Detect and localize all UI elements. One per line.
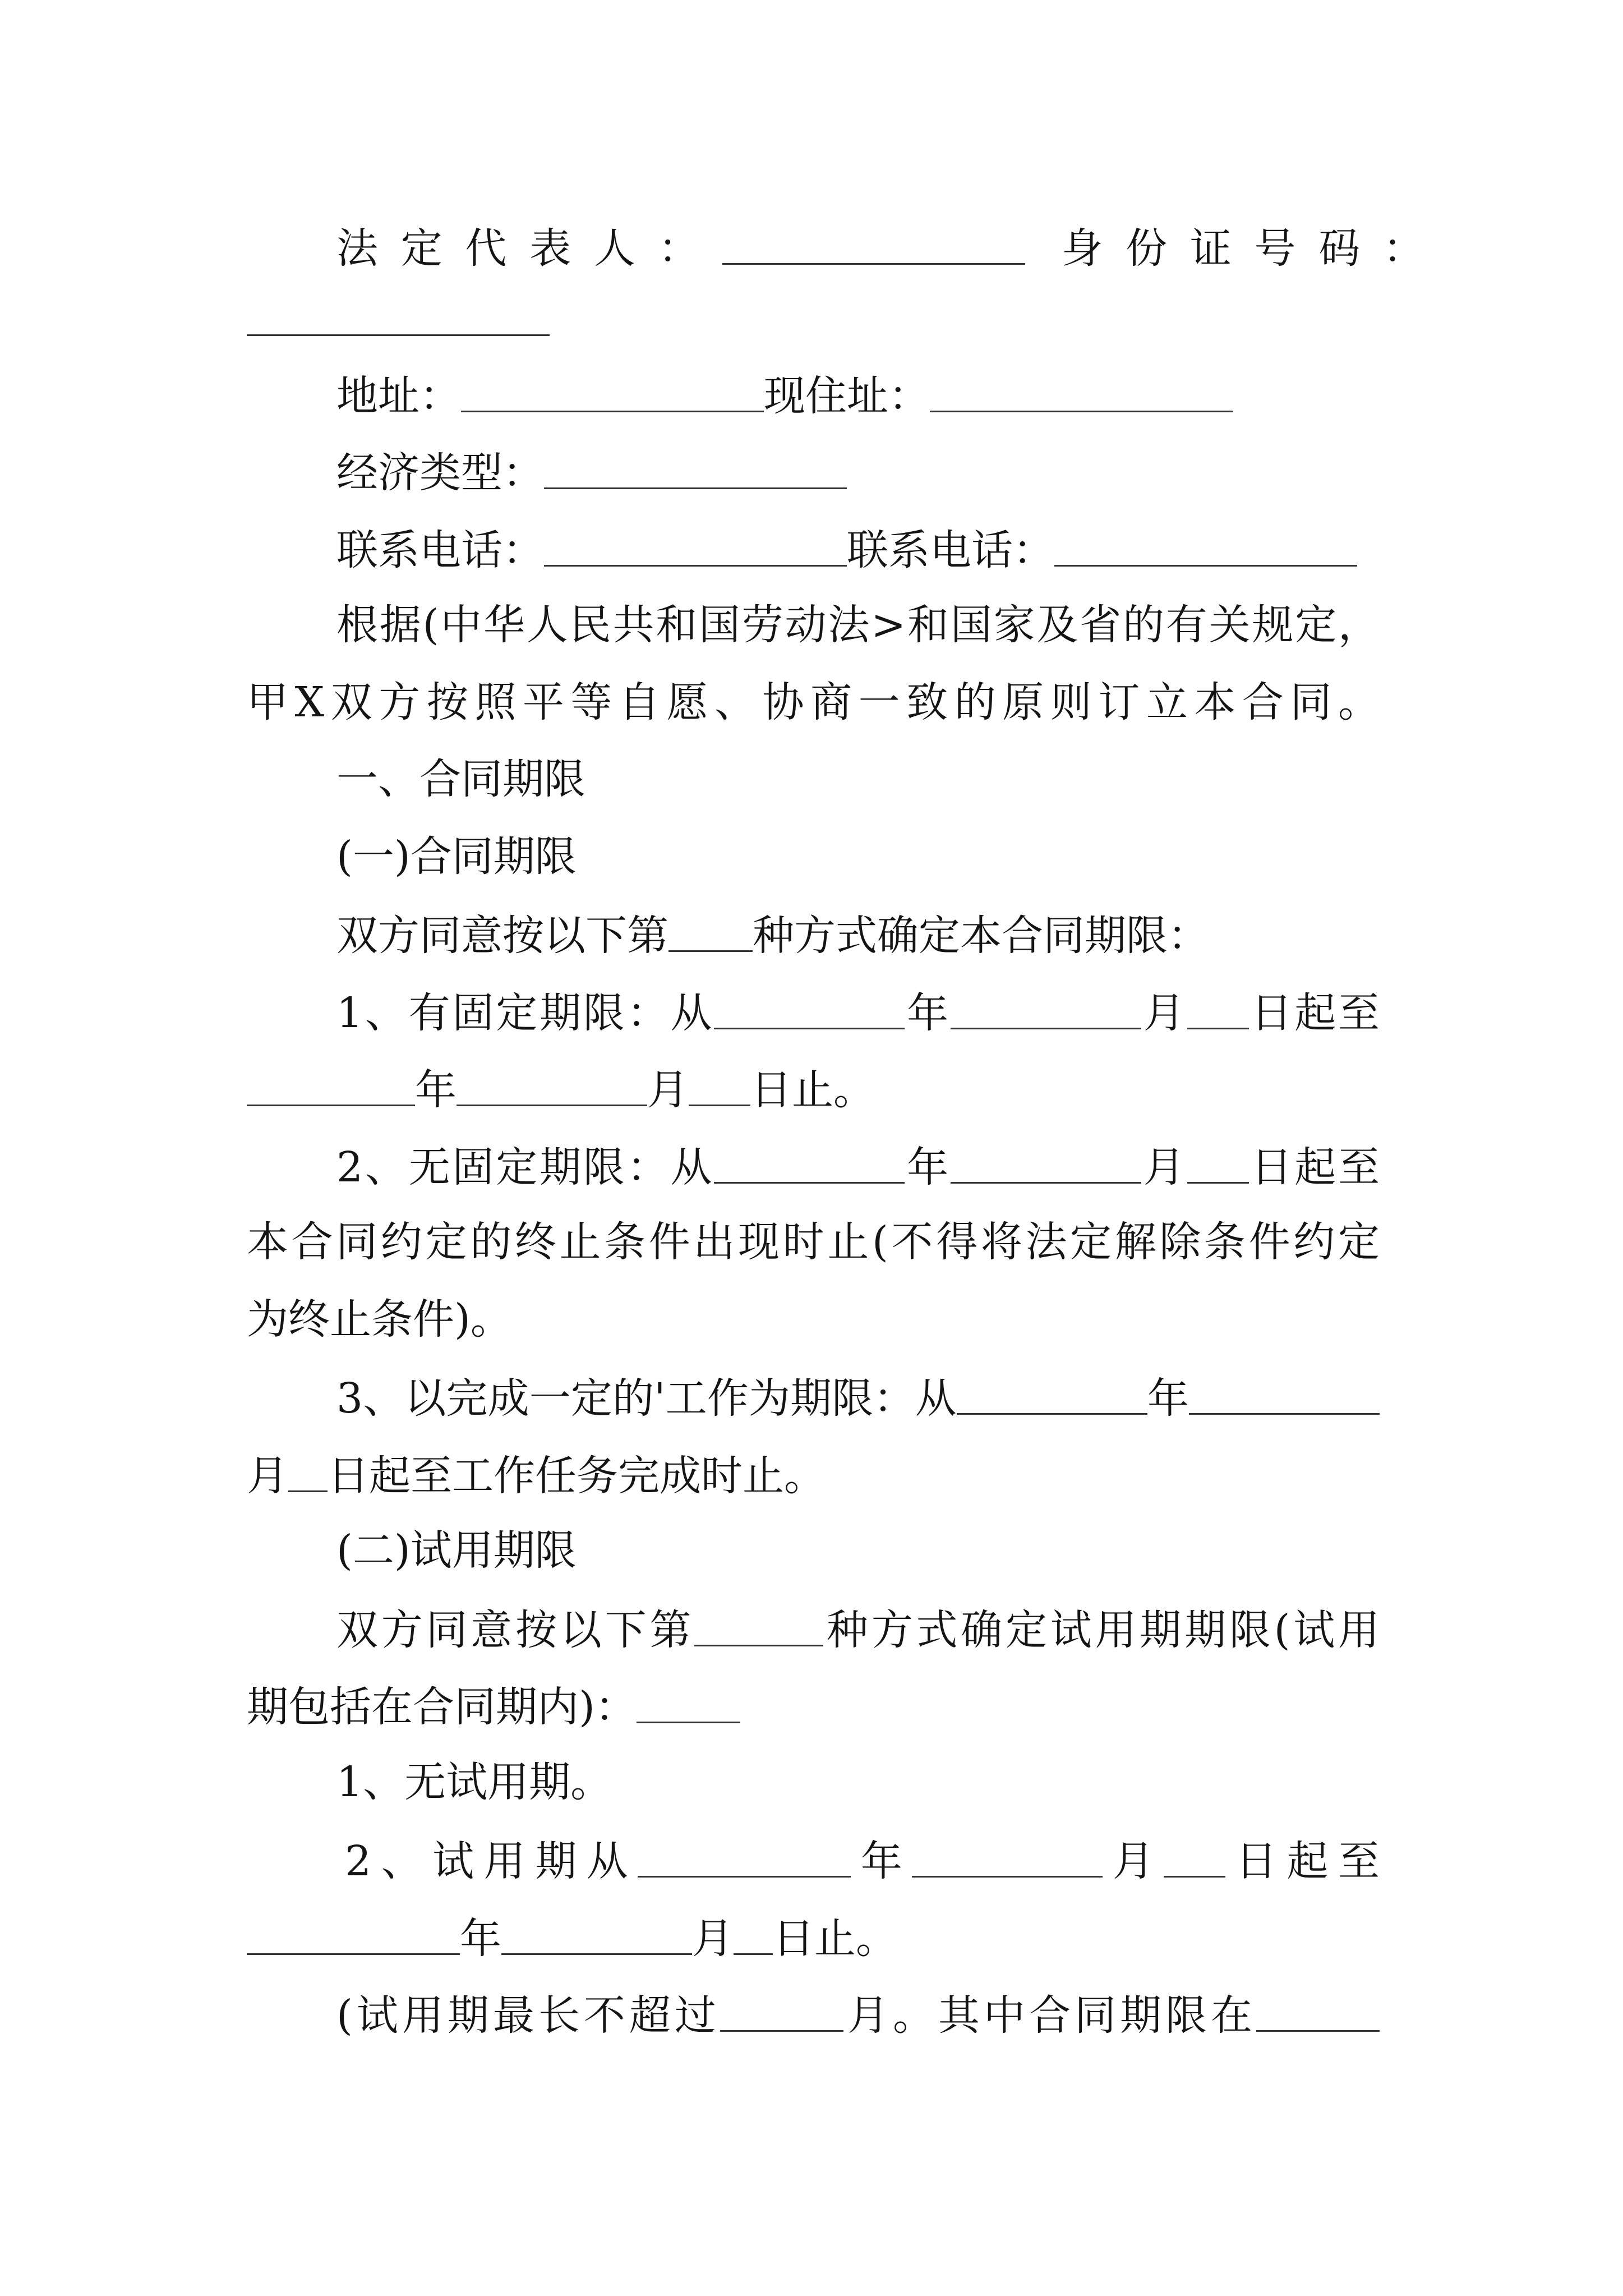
subsection-1-title: (一)合同期限 bbox=[336, 832, 577, 881]
fixed-end-day-blank[interactable] bbox=[689, 1067, 750, 1106]
unfixed-term-line-1 bbox=[336, 1143, 1380, 1191]
month-label: 月 bbox=[1103, 1837, 1164, 1885]
probation-line-2 bbox=[247, 1914, 1380, 1963]
fixed-start-month-blank[interactable] bbox=[951, 990, 1141, 1029]
phone-blank-1[interactable] bbox=[544, 527, 847, 567]
probation-start-year-blank[interactable] bbox=[638, 1838, 851, 1878]
term-agree-line bbox=[336, 911, 1380, 960]
legal-rep-label: 法定代表人： bbox=[336, 224, 723, 273]
task-term-until: 日起至工作任务完成时止。 bbox=[328, 1451, 826, 1500]
month-label: 月 bbox=[692, 1914, 734, 1963]
phone-label-2: 联系电话： bbox=[847, 526, 1054, 574]
section-1-title: 一、合同期限 bbox=[336, 755, 585, 803]
year-label: 年 bbox=[1147, 1374, 1189, 1423]
economic-type-label: 经济类型： bbox=[336, 448, 544, 497]
task-start-year-blank[interactable] bbox=[957, 1375, 1147, 1415]
day-to-label: 日止。 bbox=[750, 1065, 875, 1114]
current-address-blank[interactable] bbox=[930, 373, 1233, 412]
task-term-line-2 bbox=[247, 1451, 1380, 1500]
task-start-month-blank[interactable] bbox=[1189, 1375, 1380, 1415]
probation-agree-line-2 bbox=[247, 1682, 1380, 1731]
subsection-2-title: (二)试用期限 bbox=[336, 1526, 577, 1575]
economic-type-blank[interactable] bbox=[544, 450, 847, 489]
probation-option-blank-2[interactable] bbox=[637, 1684, 740, 1723]
probation-start-day-blank[interactable] bbox=[1164, 1838, 1225, 1878]
month-label: 月 bbox=[247, 1451, 288, 1500]
id-number-blank[interactable] bbox=[247, 334, 550, 336]
day-from-label: 日起至 bbox=[1248, 988, 1380, 1037]
term-agree-before: 双方同意按以下第 bbox=[336, 911, 668, 960]
phone-label-1: 联系电话： bbox=[336, 526, 544, 574]
probation-max-blank[interactable] bbox=[720, 1993, 843, 2032]
intro-line-2: 甲X双方按照平等自愿、协商一致的原则订立本合同。 bbox=[247, 678, 1380, 726]
fixed-term-line-2 bbox=[247, 1065, 1380, 1114]
unfixed-start-day-blank[interactable] bbox=[1187, 1144, 1249, 1184]
fixed-end-year-blank[interactable] bbox=[247, 1067, 415, 1106]
unfixed-start-year-blank[interactable] bbox=[714, 1144, 905, 1184]
day-to-label: 日止。 bbox=[773, 1914, 897, 1963]
probation-agree-after: 种方式确定试用期期限(试用 bbox=[823, 1605, 1380, 1654]
economic-type-line bbox=[336, 448, 1380, 497]
probation-max-a: (试用期最长不超过 bbox=[336, 1991, 720, 2040]
year-label: 年 bbox=[851, 1837, 912, 1885]
probation-end-month-blank[interactable] bbox=[501, 1916, 692, 1955]
no-probation-item: 1、无试用期。 bbox=[336, 1758, 612, 1806]
day-from-label: 日起至 bbox=[1225, 1837, 1380, 1885]
legal-rep-blank[interactable] bbox=[722, 226, 1025, 265]
address-blank[interactable] bbox=[461, 373, 764, 412]
fixed-end-month-blank[interactable] bbox=[457, 1067, 647, 1106]
probation-end-year-blank[interactable] bbox=[247, 1916, 460, 1955]
year-label: 年 bbox=[415, 1065, 457, 1114]
phone-line bbox=[336, 526, 1380, 574]
month-label: 月 bbox=[1141, 1143, 1187, 1191]
probation-agree-before: 双方同意按以下第 bbox=[336, 1605, 695, 1654]
term-agree-after: 种方式确定本合同期限： bbox=[753, 911, 1209, 960]
fixed-start-day-blank[interactable] bbox=[1187, 990, 1249, 1029]
month-label: 月 bbox=[647, 1065, 689, 1114]
probation-option-blank[interactable] bbox=[694, 1607, 823, 1646]
probation-from: 2、试用期从 bbox=[345, 1837, 638, 1885]
fixed-term-from: 1、有固定期限：从 bbox=[336, 988, 714, 1037]
year-label: 年 bbox=[905, 988, 951, 1037]
term-option-blank[interactable] bbox=[668, 913, 753, 952]
probation-agree-line-1 bbox=[336, 1605, 1380, 1654]
day-from-label: 日起至 bbox=[1248, 1143, 1380, 1191]
year-label: 年 bbox=[905, 1143, 951, 1191]
address-line bbox=[336, 371, 1380, 420]
year-label: 年 bbox=[460, 1914, 501, 1963]
fixed-term-line-1 bbox=[336, 988, 1380, 1037]
probation-line-1 bbox=[345, 1837, 1380, 1885]
task-term-from: 3、以完成一定的'工作为期限：从 bbox=[336, 1374, 957, 1423]
probation-max-line bbox=[336, 1991, 1380, 2040]
unfixed-term-from: 2、无固定期限：从 bbox=[336, 1143, 714, 1191]
id-number-label: 身份证号码： bbox=[1061, 224, 1447, 273]
contract-term-blank[interactable] bbox=[1256, 1993, 1380, 2032]
task-term-line-1 bbox=[336, 1374, 1380, 1423]
legal-rep-line bbox=[336, 224, 1447, 273]
current-address-label: 现住址： bbox=[764, 371, 930, 420]
intro-line-1: 根据(中华人民共和国劳动法>和国家及省的有关规定， bbox=[336, 601, 1380, 649]
month-label: 月 bbox=[1141, 988, 1187, 1037]
probation-agree-line-2-text: 期包括在合同期内)： bbox=[247, 1682, 637, 1731]
task-start-day-blank[interactable] bbox=[288, 1453, 328, 1492]
unfixed-start-month-blank[interactable] bbox=[951, 1144, 1141, 1184]
phone-blank-2[interactable] bbox=[1054, 527, 1357, 567]
probation-start-month-blank[interactable] bbox=[912, 1838, 1103, 1878]
probation-end-day-blank[interactable] bbox=[734, 1916, 773, 1955]
probation-max-b: 月。其中合同期限在 bbox=[843, 1991, 1257, 2040]
fixed-start-year-blank[interactable] bbox=[714, 990, 905, 1029]
address-label: 地址： bbox=[336, 371, 461, 420]
unfixed-term-line-2: 本合同约定的终止条件出现时止(不得将法定解除条件约定 bbox=[247, 1218, 1380, 1266]
unfixed-term-line-3: 为终止条件)。 bbox=[247, 1295, 512, 1343]
